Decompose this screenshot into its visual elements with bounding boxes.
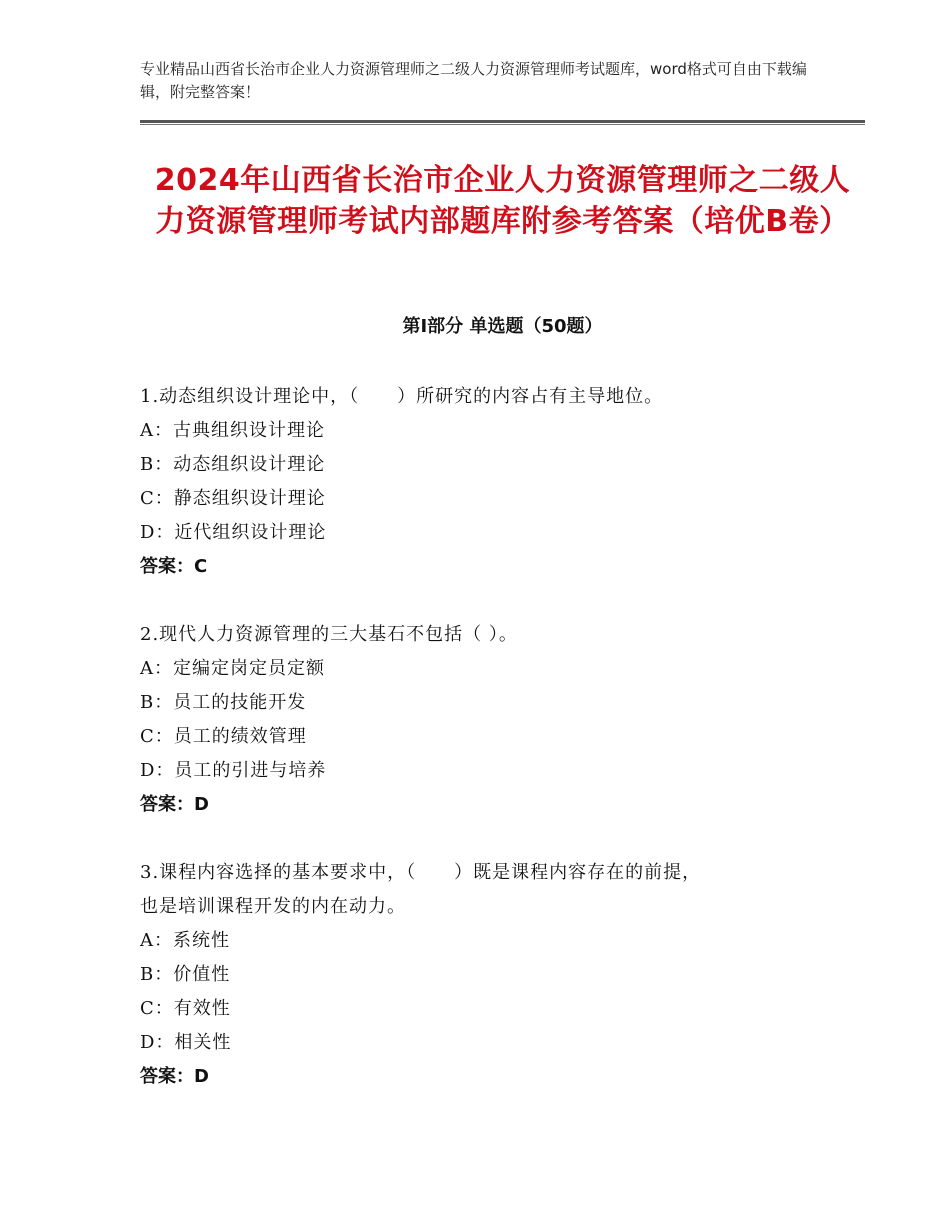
- option-c: C：静态组织设计理论: [140, 488, 326, 509]
- question-stem-line: 2.现代人力资源管理的三大基石不包括（ ）。: [140, 624, 518, 645]
- option-c: C：员工的绩效管理: [140, 726, 307, 747]
- question-stem-line: 1.动态组织设计理论中，（ ）所研究的内容占有主导地位。: [140, 386, 664, 407]
- option-c: C：有效性: [140, 998, 231, 1019]
- option-b: B：价值性: [140, 964, 231, 985]
- question-stem-line: 也是培训课程开发的内在动力。: [140, 896, 406, 917]
- option-a: A：定编定岗定员定额: [140, 658, 325, 679]
- option-d: D：近代组织设计理论: [140, 522, 327, 543]
- header-divider: [140, 120, 865, 125]
- document-title: 2024年山西省长治市企业人力资源管理师之二级人力资源管理师考试内部题库附参考答案（培优B卷）: [154, 163, 851, 239]
- answer: 答案：D: [140, 794, 209, 815]
- answer: 答案：D: [140, 1066, 209, 1087]
- option-b: B：动态组织设计理论: [140, 454, 326, 475]
- header-note: 专业精品山西省长治市企业人力资源管理师之二级人力资源管理师考试题库，word格式可自由下载编辑，附完整答案！: [140, 60, 807, 101]
- question-3: [140, 856, 840, 1094]
- question-stem-line: 3.课程内容选择的基本要求中，（ ）既是课程内容存在的前提，: [140, 862, 702, 883]
- option-a: A：系统性: [140, 930, 230, 951]
- question-2: [140, 618, 840, 822]
- answer: 答案：C: [140, 556, 208, 577]
- option-d: D：相关性: [140, 1032, 232, 1053]
- section-title: 第Ⅰ部分 单选题（50题）: [402, 316, 603, 337]
- question-1: [140, 380, 840, 584]
- question-list: [140, 380, 840, 1128]
- option-b: B：员工的技能开发: [140, 692, 307, 713]
- option-d: D：员工的引进与培养: [140, 760, 327, 781]
- option-a: A：古典组织设计理论: [140, 420, 325, 441]
